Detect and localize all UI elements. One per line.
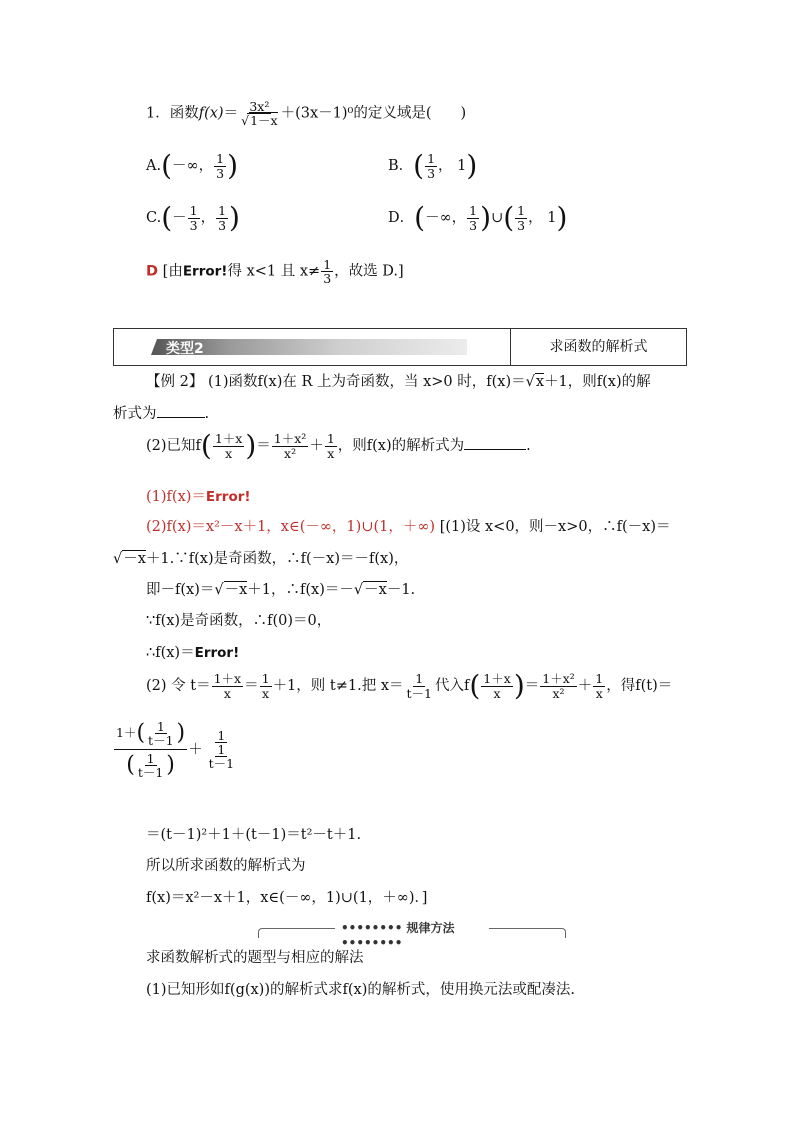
option-text: ， [200, 210, 216, 226]
fraction [214, 152, 226, 179]
paren: ) [176, 720, 186, 746]
answer-blank [464, 437, 526, 450]
fraction [260, 672, 272, 699]
method-divider [258, 918, 566, 950]
fraction [405, 672, 434, 699]
option-text: ， 1 [528, 210, 557, 226]
plus: ＋ [309, 438, 324, 454]
question-number: 1． [146, 105, 170, 122]
section-type-cell [114, 329, 511, 365]
period: . [526, 438, 531, 454]
example-text: (1)函数f(x)在 R 上为奇函数，当 x>0 时，f(x)＝ [207, 374, 526, 390]
solution-line-3: 即－f(x)＝√－x＋1，∴f(x)＝－√－x－1. [146, 582, 416, 598]
paren: ( [126, 752, 135, 778]
solution-text: ＝(t－1)²＋1＋(t－1)＝t²－t＋1. [146, 827, 362, 843]
solution-text: ＋1，则 t≠1.把 x＝ [272, 678, 404, 694]
answer-letter: D [146, 263, 159, 280]
paren: ) [513, 669, 525, 702]
paren: ) [245, 429, 257, 462]
example-2-line-2 [113, 402, 209, 423]
denominator [204, 743, 239, 770]
paren: ) [480, 201, 492, 234]
solution-answer-2: (2)f(x)＝x²－x＋1，x∈(－∞，1)∪(1，＋∞) [146, 519, 436, 535]
option-d [388, 201, 568, 234]
solution-text: 即－f(x)＝ [146, 582, 215, 598]
error-text: Error! [194, 645, 240, 661]
type-label: 类型2 [166, 341, 204, 357]
stem-rest: ＋(3x－1)⁰的定义域是( ) [280, 105, 467, 122]
denominator: x [223, 685, 231, 701]
solution-text: ∵f(x)是奇函数，∴f(0)＝0， [146, 613, 332, 629]
fraction [321, 258, 333, 285]
solution-text: ＋1，∴f(x)＝－ [247, 582, 354, 598]
denominator: t－1 [137, 765, 164, 781]
compound-denominator [124, 750, 177, 779]
func-name: f(x) [198, 105, 224, 122]
method-paragraph-1 [146, 978, 575, 999]
fraction [216, 204, 228, 231]
numerator: 1＋x [214, 431, 243, 447]
solution-text: 代入f [434, 678, 470, 694]
radicand: x [535, 374, 545, 390]
solution-line-8 [146, 854, 306, 875]
fraction [425, 152, 437, 179]
method-label-text: 规律方法 [406, 921, 455, 935]
option-label: A. [146, 158, 162, 174]
numerator: 1 [216, 151, 225, 167]
solution-answer-1 [146, 485, 251, 506]
solution-text: ，得f(t)＝ [606, 678, 673, 694]
denominator: t－1 [406, 685, 432, 701]
solution-line-7 [146, 823, 361, 844]
fraction [593, 672, 605, 699]
option-a [146, 149, 239, 182]
question-1 [146, 100, 466, 127]
numerator: 1 [595, 671, 604, 687]
numerator: 1 [146, 751, 155, 767]
fraction [272, 432, 309, 459]
solution-text: ∴f(x)＝ [146, 645, 195, 661]
numerator: 1 [217, 742, 226, 758]
error-text: Error! [205, 489, 251, 505]
fraction [239, 100, 279, 127]
solution-line-1 [146, 515, 670, 536]
option-b [388, 149, 478, 182]
denominator: x [262, 685, 270, 701]
method-label: •••••••• 规律方法 •••••••• [335, 919, 489, 950]
divider-end [258, 928, 263, 938]
paren: ( [161, 149, 173, 182]
denominator: x [327, 445, 335, 461]
fraction [146, 720, 175, 747]
solution-text: f(x)＝x²－x＋1，x∈(－∞，1)∪(1，＋∞)．] [146, 890, 428, 906]
answer-text: ，故选 D.] [334, 263, 404, 280]
denominator: t－1 [148, 733, 174, 749]
denominator: 3 [517, 217, 526, 233]
equals: ＝ [223, 105, 239, 122]
union-symbol: ∪ [491, 210, 504, 226]
paren: ( [161, 201, 173, 234]
paren: ( [136, 720, 146, 746]
numerator: 1 [217, 728, 226, 744]
denominator: 3 [216, 165, 225, 181]
answer-text: [由 [162, 263, 183, 280]
option-c [146, 201, 240, 234]
paren: ( [414, 201, 426, 234]
example-text: (2)已知f [146, 438, 201, 454]
denominator: x [493, 685, 501, 701]
example-text: ，则f(x)的解析式为 [337, 438, 465, 454]
equals: ＝ [256, 438, 271, 454]
error-text: Error! [182, 263, 228, 280]
equals: ＝ [524, 678, 540, 694]
denominator: x² [552, 685, 565, 701]
denominator: x [225, 445, 233, 461]
fraction [207, 743, 236, 770]
fraction [325, 432, 337, 459]
divider-end [561, 928, 566, 938]
paren: ) [229, 201, 240, 234]
paren: ( [469, 669, 481, 702]
option-text: －∞， [425, 210, 467, 226]
denominator: x [595, 685, 603, 701]
fraction [188, 204, 200, 231]
example-text: ＋1，则f(x)的解 [544, 374, 651, 390]
numerator: 1＋x² [273, 431, 307, 447]
solution-text: ＋1.∵f(x)是奇函数，∴f(－x)＝－f(x)， [145, 551, 409, 567]
numerator: 1 [415, 671, 424, 687]
method-title-text: 求函数解析式的题型与相应的解法 [146, 950, 364, 966]
answer-text: 得 x<1 且 x≠ [227, 263, 321, 280]
stem-text: 函数 [169, 105, 199, 122]
option-label: B． [388, 158, 414, 174]
denominator: 3 [189, 217, 198, 233]
paren: ) [227, 149, 239, 182]
solution-line-9 [146, 886, 427, 907]
numerator: 1 [469, 203, 478, 219]
solution-line-5 [146, 641, 239, 662]
denominator: 3 [218, 217, 227, 233]
solution-text: (1)f(x)＝ [146, 489, 206, 505]
example-2-line-1: 【例 2】 (1)函数f(x)在 R 上为奇函数，当 x>0 时，f(x)＝√x＋1，则f(x)的解 [146, 374, 651, 390]
period: . [204, 406, 210, 422]
compound-right-fraction [204, 729, 239, 770]
numerator: 3x² [249, 99, 270, 114]
fraction [467, 204, 479, 231]
option-text: ， 1 [438, 158, 467, 174]
numerator: 1 [323, 257, 332, 272]
fraction [540, 672, 577, 699]
numerator: 1 [218, 203, 227, 219]
solution-line-4 [146, 609, 331, 630]
solution-text: [(1)设 x<0，则－x>0，∴f(－x)＝ [439, 519, 671, 535]
numerator: 1＋x [483, 671, 511, 687]
solution-text: 所以所求函数的解析式为 [146, 858, 306, 874]
numerator: 1＋x² [542, 671, 575, 687]
answer-1 [146, 258, 404, 285]
fraction [213, 432, 245, 459]
denominator: √1－x [241, 113, 278, 129]
numerator: 1 [189, 203, 198, 219]
paren: ) [466, 149, 478, 182]
paren: ( [413, 149, 425, 182]
numerator: 1 [427, 151, 436, 167]
example-text: 析式为 [113, 406, 157, 422]
option-text: －∞， [172, 158, 214, 174]
compound-left-fraction [114, 720, 187, 780]
denominator: t－1 [208, 756, 235, 772]
plus: ＋ [577, 678, 593, 694]
radicand: －x [123, 551, 146, 567]
section-header [113, 328, 687, 366]
numerator: 1 [326, 431, 335, 447]
option-text: － [172, 210, 187, 226]
radicand: －x [224, 582, 248, 598]
compound-numerator [114, 720, 187, 750]
numerator: 1＋x [213, 671, 242, 687]
solution-text: －1. [386, 582, 416, 598]
method-title [146, 946, 364, 967]
paren: ) [166, 752, 175, 778]
fraction [136, 752, 165, 779]
radicand: －x [364, 582, 387, 598]
paren: ) [556, 201, 568, 234]
section-title: 求函数的解析式 [549, 339, 648, 355]
solution-text: (2) 令 t＝ [146, 678, 211, 694]
fraction [481, 672, 513, 699]
equals: ＝ [244, 678, 259, 694]
option-label: D． [388, 210, 415, 226]
denominator: 3 [427, 165, 436, 181]
numerator: 1 [261, 671, 270, 687]
plus: ＋ [188, 741, 203, 758]
fraction [515, 204, 527, 231]
compound-fraction [113, 720, 240, 780]
paren: ( [503, 201, 515, 234]
solution-text: 1＋ [116, 725, 137, 741]
method-text: (1)已知形如f(g(x))的解析式求f(x)的解析式，使用换元法或配凑法. [146, 982, 575, 998]
example-2-part-2 [146, 429, 531, 462]
answer-blank [157, 405, 205, 418]
fraction [212, 672, 244, 699]
denominator: 3 [323, 271, 332, 287]
numerator: 1 [156, 719, 165, 734]
numerator: 1 [517, 203, 526, 219]
example-tag: 【例 2】 [146, 374, 204, 390]
option-label: C. [146, 210, 162, 226]
solution-line-2: √－x＋1.∵f(x)是奇函数，∴f(－x)＝－f(x)， [113, 551, 409, 567]
denominator: 3 [469, 217, 478, 233]
radicand: 1－x [250, 113, 278, 129]
solution-line-6 [146, 669, 673, 702]
paren: ( [200, 429, 212, 462]
denominator: x² [284, 445, 297, 461]
